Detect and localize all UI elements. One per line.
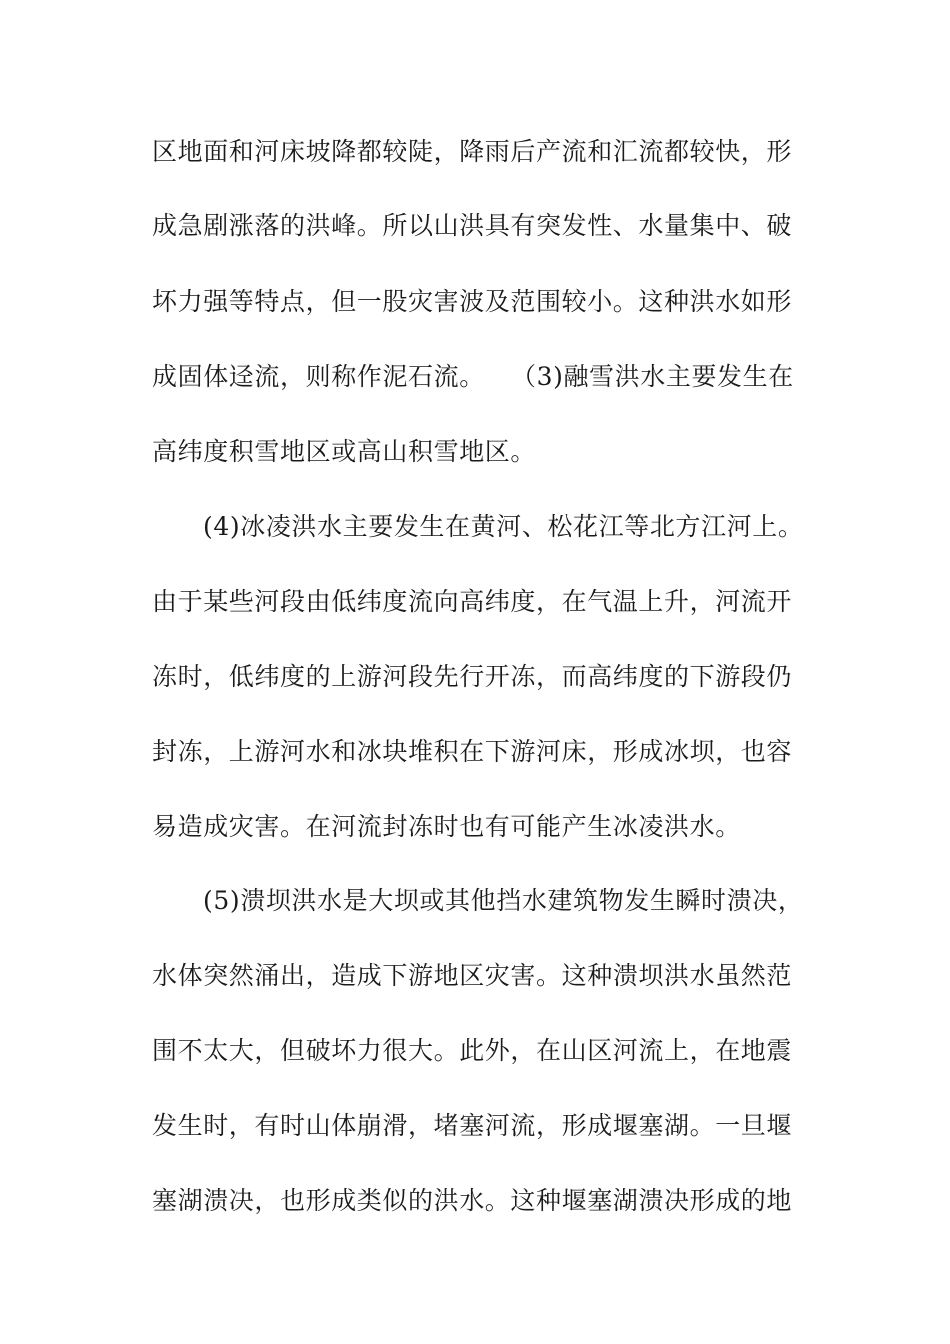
text-line: 围不太大，但破坏力很大。此外，在山区河流上，在地震 [152,1036,793,1065]
text-line: 发生时，有时山体崩滑，堵塞河流，形成堰塞湖。一旦堰 [152,1111,793,1140]
text-line: 区地面和河床坡降都较陡，降雨后产流和汇流都较快，形 [152,137,793,166]
text-line: 由于某些河段由低纬度流向高纬度，在气温上升，河流开 [152,587,793,616]
text-line: 冻时，低纬度的上游河段先行开冻，而高纬度的下游段仍 [152,662,793,691]
text-line: 塞湖溃决，也形成类似的洪水。这种堰塞湖溃决形成的地 [152,1186,793,1215]
text-line: 成急剧涨落的洪峰。所以山洪具有突发性、水量集中、破 [152,211,793,240]
text-line: 易造成灾害。在河流封冻时也有可能产生冰凌洪水。 [152,812,741,841]
paragraph-start-line: (4)冰凌洪水主要发生在黄河、松花江等北方江河上。 [203,512,804,541]
text-line: 水体突然涌出，造成下游地区灾害。这种溃坝洪水虽然范 [152,961,793,990]
paragraph-start-line: (5)溃坝洪水是大坝或其他挡水建筑物发生瞬时溃决， [203,886,804,915]
text-line: 封冻，上游河水和冰块堆积在下游河床，形成冰坝，也容 [152,737,793,766]
text-line: 高纬度积雪地区或高山积雪地区。 [152,437,537,466]
text-line: 成固体迳流，则称作泥石流。 （3)融雪洪水主要发生在 [152,362,794,391]
text-line: 坏力强等特点，但一股灾害波及范围较小。这种洪水如形 [152,287,793,316]
